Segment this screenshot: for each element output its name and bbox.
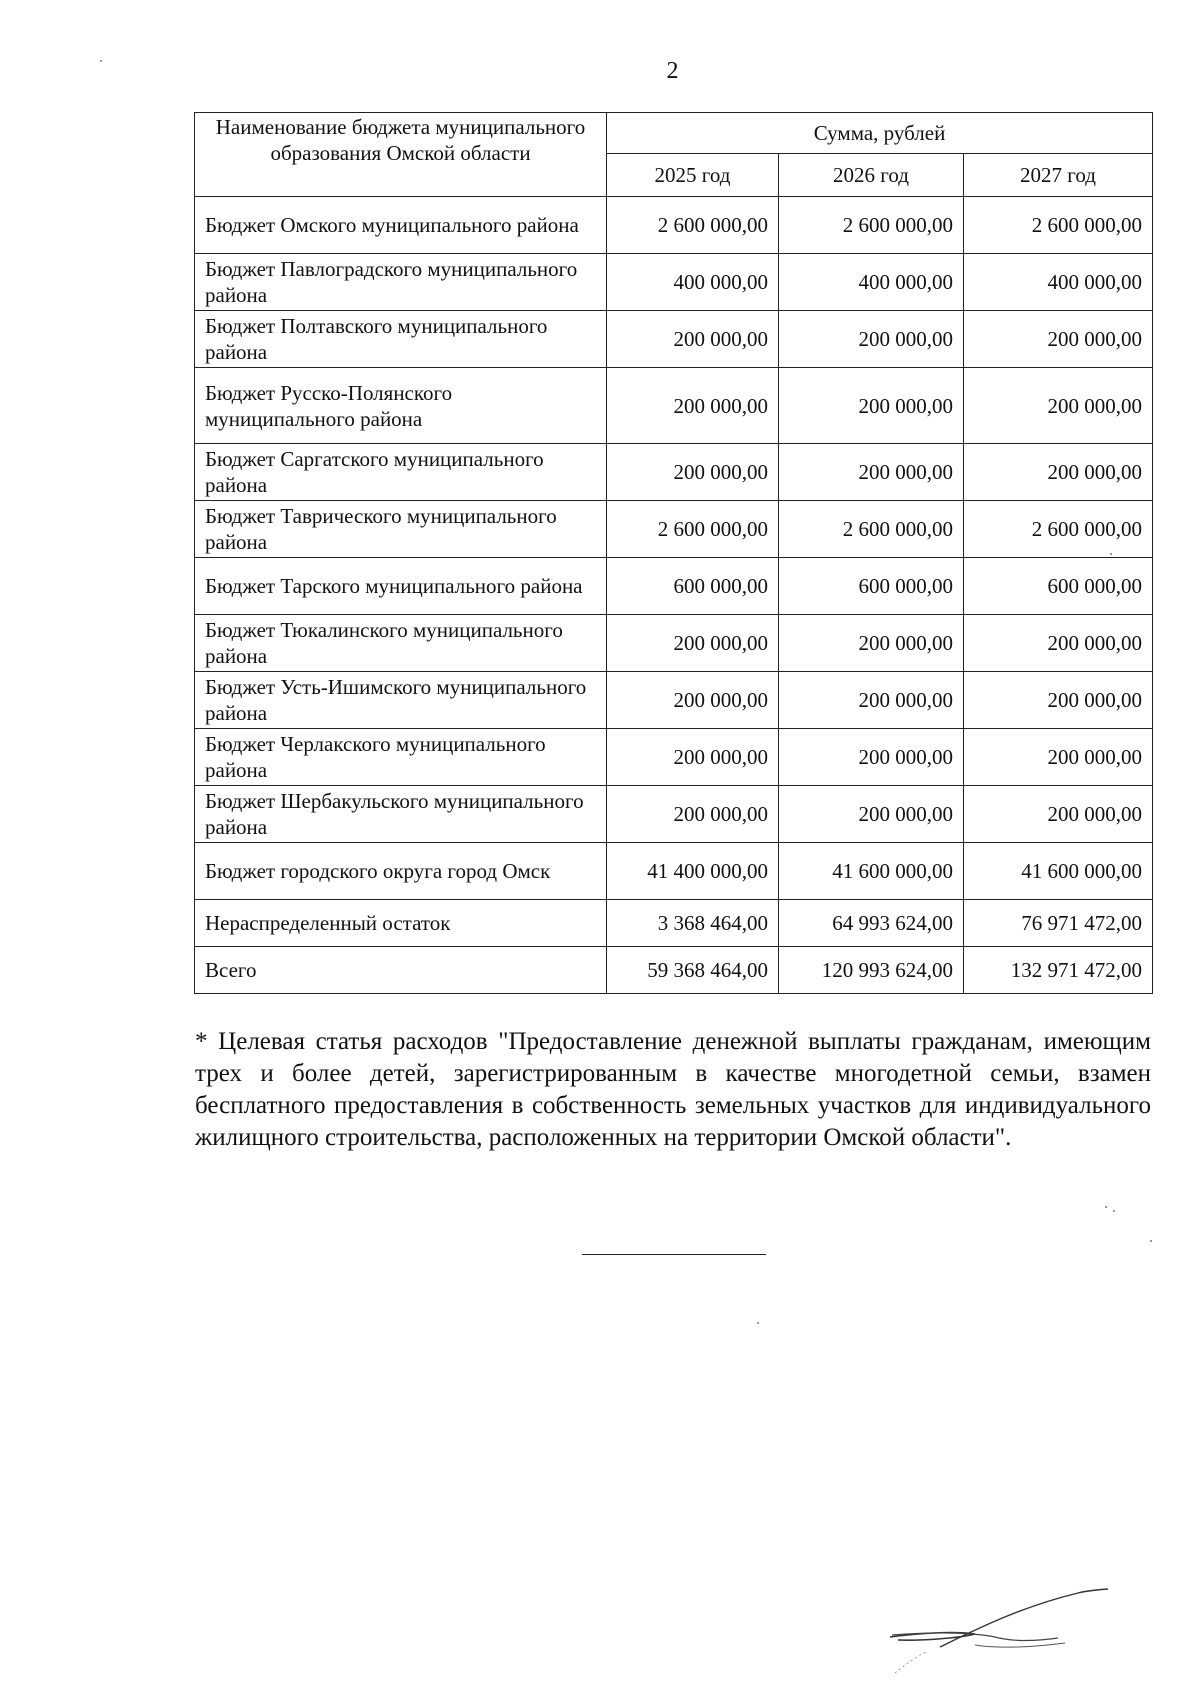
row-amount-2025: 59 368 464,00 [607,947,779,994]
header-year-2025: 2025 год [607,154,779,197]
row-amount-2025: 200 000,00 [607,368,779,444]
row-amount-2027: 132 971 472,00 [964,947,1153,994]
table-row [195,254,1153,311]
row-amount-2027: 200 000,00 [964,672,1153,729]
row-amount-2026: 120 993 624,00 [779,947,964,994]
header-budget-name: Наименование бюджета муниципального образования Омской области [195,113,607,197]
row-amount-2026: 64 993 624,00 [779,900,964,947]
row-amount-2027: 200 000,00 [964,729,1153,786]
table-row [195,786,1153,843]
scan-speck [757,1322,759,1324]
scan-speck [1110,553,1112,555]
row-amount-2027: 2 600 000,00 [964,501,1153,558]
scan-speck [1113,1210,1115,1212]
header-year-2027: 2027 год [964,154,1153,197]
row-amount-2026: 200 000,00 [779,444,964,501]
table-row [195,197,1153,254]
table-row [195,900,1153,947]
row-budget-name: Бюджет Таврического муниципального района [195,501,607,558]
table-row [195,558,1153,615]
row-budget-name: Бюджет Полтавского муниципального района [195,311,607,368]
row-amount-2025: 200 000,00 [607,786,779,843]
row-amount-2025: 400 000,00 [607,254,779,311]
row-amount-2026: 200 000,00 [779,368,964,444]
row-amount-2025: 200 000,00 [607,444,779,501]
row-budget-name: Бюджет Саргатского муниципального района [195,444,607,501]
row-amount-2026: 2 600 000,00 [779,197,964,254]
row-amount-2025: 41 400 000,00 [607,843,779,900]
table-row-total [195,947,1153,994]
row-amount-2027: 600 000,00 [964,558,1153,615]
row-amount-2026: 2 600 000,00 [779,501,964,558]
table-row [195,672,1153,729]
row-amount-2027: 200 000,00 [964,786,1153,843]
header-year-2026: 2026 год [779,154,964,197]
row-amount-2026: 200 000,00 [779,786,964,843]
row-budget-name: Бюджет Омского муниципального района [195,197,607,254]
table-row [195,729,1153,786]
row-amount-2026: 200 000,00 [779,729,964,786]
row-amount-2025: 2 600 000,00 [607,197,779,254]
row-amount-2025: 200 000,00 [607,729,779,786]
page-number: 2 [666,58,679,84]
scan-speck [1150,1240,1152,1242]
table-row [195,843,1153,900]
row-amount-2025: 200 000,00 [607,311,779,368]
row-amount-2025: 200 000,00 [607,672,779,729]
signature-image [880,1585,1120,1675]
table-row [195,444,1153,501]
budget-table [194,112,1153,994]
row-budget-name: Бюджет Усть-Ишимского муниципального района [195,672,607,729]
row-budget-name: Бюджет Шербакульского муниципального района [195,786,607,843]
table-row [195,501,1153,558]
row-amount-2026: 400 000,00 [779,254,964,311]
table-row [195,368,1153,444]
row-amount-2027: 2 600 000,00 [964,197,1153,254]
row-amount-2027: 200 000,00 [964,444,1153,501]
row-budget-name: Бюджет Тарского муниципального района [195,558,607,615]
row-amount-2026: 200 000,00 [779,615,964,672]
row-budget-name: Бюджет Русско-Полянского муниципального района [195,368,607,444]
footnote-text: * Целевая статья расходов "Предоставление денежной выплаты гражданам, имеющим трех и более детей, зарегистрированным в качестве многодетной семьи, взамен бесплатного предоставления в собственность земельных участков для индивидуального жилищного строительства, расположенных на территории Омской области". [195,1028,1151,1151]
row-budget-name: Бюджет городского округа город Омск [195,843,607,900]
row-budget-name: Бюджет Черлакского муниципального района [195,729,607,786]
row-amount-2025: 3 368 464,00 [607,900,779,947]
row-amount-2026: 200 000,00 [779,311,964,368]
row-amount-2026: 41 600 000,00 [779,843,964,900]
row-budget-name: Бюджет Павлоградского муниципального района [195,254,607,311]
row-amount-2025: 200 000,00 [607,615,779,672]
table-row [195,615,1153,672]
row-amount-2026: 600 000,00 [779,558,964,615]
row-amount-2027: 76 971 472,00 [964,900,1153,947]
scan-speck [100,60,102,62]
scan-speck [1105,1206,1107,1208]
row-amount-2025: 2 600 000,00 [607,501,779,558]
header-sum-rubles: Сумма, рублей [607,113,1153,154]
row-amount-2026: 200 000,00 [779,672,964,729]
end-divider-line [582,1254,766,1255]
table-row [195,311,1153,368]
row-amount-2027: 41 600 000,00 [964,843,1153,900]
row-amount-2027: 400 000,00 [964,254,1153,311]
row-budget-name: Всего [195,947,607,994]
row-budget-name: Бюджет Тюкалинского муниципального района [195,615,607,672]
row-budget-name: Нераспределенный остаток [195,900,607,947]
row-amount-2027: 200 000,00 [964,311,1153,368]
row-amount-2027: 200 000,00 [964,368,1153,444]
table-header-row [195,113,1153,154]
row-amount-2025: 600 000,00 [607,558,779,615]
row-amount-2027: 200 000,00 [964,615,1153,672]
